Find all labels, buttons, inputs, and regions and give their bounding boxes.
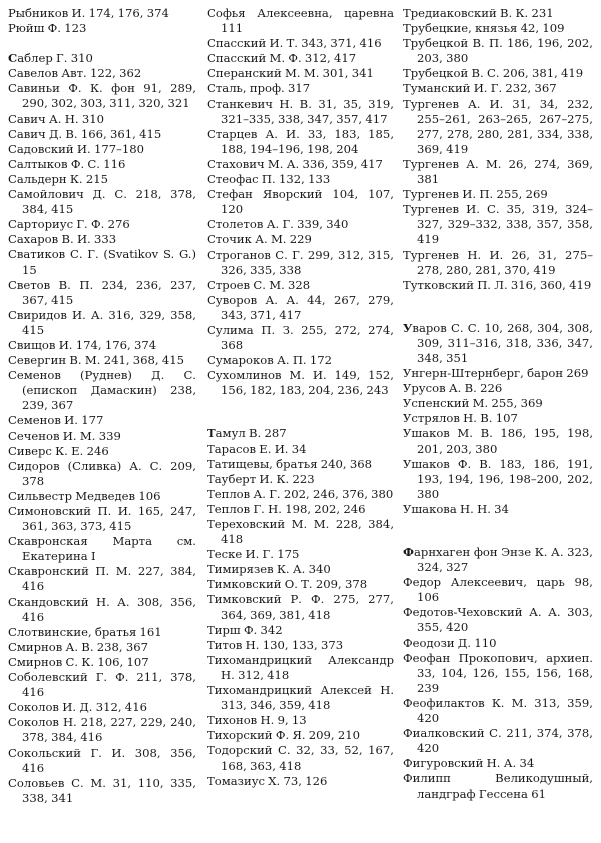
entry-text: Савич Д. В. 166, 361, 415 bbox=[8, 126, 162, 141]
index-entry bbox=[8, 746, 196, 776]
index-entry bbox=[403, 636, 593, 651]
index-entry bbox=[8, 459, 196, 489]
section-gap bbox=[207, 398, 394, 426]
entry-text: Ушаков Ф. В. 183, 186, 191, 193, 194, 196, 198–200, 202, 380 bbox=[403, 456, 593, 501]
index-entry bbox=[403, 771, 593, 801]
index-entry bbox=[403, 187, 593, 202]
index-entry bbox=[8, 81, 196, 111]
entry-text: Теске И. Г. 175 bbox=[207, 547, 300, 562]
index-entry bbox=[207, 81, 394, 96]
index-entry bbox=[207, 683, 394, 713]
entry-text: амул В. 287 bbox=[215, 426, 287, 441]
section-gap bbox=[8, 36, 196, 51]
index-entry bbox=[207, 278, 394, 293]
entry-text: Феофан Прокопович, архиеп. 33, 104, 126, 155, 156, 168, 239 bbox=[403, 650, 593, 695]
index-entry bbox=[8, 172, 196, 187]
entry-text: Сальдерн К. 215 bbox=[8, 171, 108, 186]
index-entry bbox=[8, 112, 196, 127]
index-entry bbox=[8, 564, 196, 594]
index-entry bbox=[8, 444, 196, 459]
entry-text: Сталь, проф. 317 bbox=[207, 81, 311, 96]
entry-text: Спасский М. Ф. 312, 417 bbox=[207, 51, 357, 66]
entry-text: Сватиков С. Г. (Svatikov S. G.) 15 bbox=[8, 247, 196, 277]
index-entry bbox=[8, 595, 196, 625]
entry-text: Теплов Г. Н. 198, 202, 246 bbox=[207, 501, 366, 516]
index-entry bbox=[207, 36, 394, 51]
entry-text: Федор Алексеевич, царь 98, 106 bbox=[403, 575, 593, 605]
entry-text: Томазиус Х. 73, 126 bbox=[207, 773, 328, 788]
index-entry bbox=[207, 157, 394, 172]
index-entry bbox=[403, 381, 593, 396]
index-entry bbox=[207, 172, 394, 187]
index-entry bbox=[403, 248, 593, 278]
entry-text: Соколов И. Д. 312, 416 bbox=[8, 700, 147, 715]
entry-text: Филипп Великодушный, ландграф Гессена 61 bbox=[403, 771, 593, 801]
index-entry bbox=[207, 517, 394, 547]
index-entry bbox=[8, 429, 196, 444]
index-entry bbox=[403, 426, 593, 456]
index-entry bbox=[8, 142, 196, 157]
entry-text: Фиалковский С. 211, 374, 378, 420 bbox=[403, 726, 593, 756]
entry-text: Трубецкой В. П. 186, 196, 202, 203, 380 bbox=[403, 36, 593, 66]
entry-text: Устрялов Н. В. 107 bbox=[403, 411, 518, 426]
entry-text: Сеченов И. М. 339 bbox=[8, 428, 121, 443]
index-entry bbox=[403, 66, 593, 81]
entry-text: Стеофас П. 132, 133 bbox=[207, 172, 331, 187]
entry-text: Сокольский Г. И. 308, 356, 416 bbox=[8, 745, 196, 775]
entry-text: Тихомандрицкий Алексей Н. 313, 346, 359, 418 bbox=[207, 683, 394, 713]
index-entry bbox=[207, 502, 394, 517]
entry-text: Стахович М. А. 336, 359, 417 bbox=[207, 156, 383, 171]
index-entry bbox=[8, 66, 196, 81]
index-entry bbox=[207, 577, 394, 592]
index-entry bbox=[403, 81, 593, 96]
index-entry bbox=[403, 651, 593, 696]
index-entry bbox=[207, 774, 394, 789]
index-entry bbox=[207, 638, 394, 653]
index-entry bbox=[403, 396, 593, 411]
index-entry bbox=[403, 202, 593, 247]
entry-text: Симоновский П. И. 165, 247, 361, 363, 373, 415 bbox=[8, 504, 196, 534]
entry-text: Тереховский М. М. 228, 384, 418 bbox=[207, 517, 394, 547]
entry-text: Сильвестр Медведев 106 bbox=[8, 488, 161, 503]
index-entry bbox=[207, 457, 394, 472]
index-entry bbox=[403, 726, 593, 756]
entry-text: Тургенев Н. И. 26, 31, 275–278, 280, 281, 370, 419 bbox=[403, 247, 593, 277]
index-entry bbox=[207, 6, 394, 36]
index-entry bbox=[207, 743, 394, 773]
index-entry bbox=[403, 366, 593, 381]
entry-text: Сидоров (Сливка) А. С. 209, 378 bbox=[8, 458, 196, 488]
entry-text: Трубецкой В. С. 206, 381, 419 bbox=[403, 66, 584, 81]
entry-text: Тауберт И. К. 223 bbox=[207, 471, 315, 486]
entry-text: Смирнов С. К. 106, 107 bbox=[8, 654, 149, 669]
entry-text: Урусов А. В. 226 bbox=[403, 381, 503, 396]
index-entry bbox=[207, 562, 394, 577]
index-column-3 bbox=[403, 6, 593, 802]
index-entry bbox=[8, 655, 196, 670]
entry-text: Сумароков А. П. 172 bbox=[207, 353, 333, 368]
entry-text: Тимковский Р. Ф. 275, 277, 364, 369, 381, 418 bbox=[207, 592, 394, 622]
entry-text: Сточик А. М. 229 bbox=[207, 232, 312, 247]
section-gap bbox=[403, 293, 593, 321]
index-entry bbox=[403, 278, 593, 293]
index-entry bbox=[8, 489, 196, 504]
entry-text: Тирш Ф. 342 bbox=[207, 622, 283, 637]
index-entry bbox=[403, 457, 593, 502]
index-entry bbox=[207, 217, 394, 232]
entry-text: Савиньи Ф. К. фон 91, 289, 290, 302, 303, 311, 320, 321 bbox=[8, 81, 196, 111]
entry-text: Тургенев И. П. 255, 269 bbox=[403, 187, 548, 202]
index-entry bbox=[207, 51, 394, 66]
index-column-2 bbox=[207, 6, 394, 789]
entry-text: Софья Алексеевна, царевна 111 bbox=[207, 6, 394, 36]
entry-text: Трубецкие, князья 42, 109 bbox=[403, 21, 565, 36]
entry-text: Суворов А. А. 44, 267, 279, 343, 371, 417 bbox=[207, 292, 394, 322]
index-entry bbox=[207, 232, 394, 247]
index-entry bbox=[403, 605, 593, 635]
entry-text: Стефан Яворский 104, 107, 120 bbox=[207, 187, 394, 217]
index-entry bbox=[8, 338, 196, 353]
entry-text: Тодорский С. 32, 33, 52, 167, 168, 363, 418 bbox=[207, 743, 394, 773]
index-entry bbox=[207, 127, 394, 157]
index-entry bbox=[8, 625, 196, 640]
index-entry bbox=[207, 487, 394, 502]
index-entry bbox=[8, 127, 196, 142]
entry-text: Соболевский Г. Ф. 211, 378, 416 bbox=[8, 670, 196, 700]
entry-text: Салтыков Ф. С. 116 bbox=[8, 156, 126, 171]
entry-text: Титов Н. 130, 133, 373 bbox=[207, 637, 344, 652]
index-entry bbox=[207, 293, 394, 323]
index-entry bbox=[403, 696, 593, 726]
index-entry bbox=[207, 187, 394, 217]
entry-text: Соловьев С. М. 31, 110, 335, 338, 341 bbox=[8, 775, 196, 805]
index-entry bbox=[8, 187, 196, 217]
entry-text: арнхаген фон Энзе К. А. 323, 324, 327 bbox=[414, 545, 593, 575]
index-entry bbox=[8, 6, 196, 21]
index-entry bbox=[207, 66, 394, 81]
index-entry bbox=[207, 426, 394, 441]
entry-text: Татищевы, братья 240, 368 bbox=[207, 456, 373, 471]
index-entry bbox=[207, 323, 394, 353]
index-entry bbox=[8, 504, 196, 534]
index-entry bbox=[403, 36, 593, 66]
entry-text: Рыбников И. 174, 176, 374 bbox=[8, 6, 169, 20]
entry-text: Светов В. П. 234, 236, 237, 367, 415 bbox=[8, 277, 196, 307]
index-column-1 bbox=[8, 6, 196, 806]
entry-text: Скавронский П. М. 227, 384, 416 bbox=[8, 564, 196, 594]
entry-text: Свиридов И. А. 316, 329, 358, 415 bbox=[8, 307, 196, 337]
index-entry bbox=[8, 278, 196, 308]
section-letter: Ф bbox=[403, 545, 414, 559]
index-entry bbox=[8, 715, 196, 745]
index-entry bbox=[403, 321, 593, 366]
entry-text: Тарасов Е. И. 34 bbox=[207, 441, 307, 456]
index-entry bbox=[207, 97, 394, 127]
entry-text: Столетов А. Г. 339, 340 bbox=[207, 217, 349, 232]
index-entry bbox=[8, 232, 196, 247]
entry-text: Старцев А. И. 33, 183, 185, 188, 194–196, 198, 204 bbox=[207, 126, 394, 156]
entry-text: Семенов И. 177 bbox=[8, 413, 104, 428]
entry-text: Строев С. М. 328 bbox=[207, 277, 311, 292]
index-entry bbox=[207, 623, 394, 638]
entry-text: Смирнов А. В. 238, 367 bbox=[8, 639, 149, 654]
entry-text: Семенов (Руднев) Д. С. (епископ Дамаскин) 238, 239, 367 bbox=[8, 368, 196, 413]
entry-text: Савелов Авт. 122, 362 bbox=[8, 66, 142, 81]
entry-text: Тредиаковский В. К. 231 bbox=[403, 6, 554, 20]
entry-text: Сарториус Г. Ф. 276 bbox=[8, 217, 130, 232]
entry-text: Сперанский М. М. 301, 341 bbox=[207, 66, 374, 81]
entry-text: аблер Г. 310 bbox=[17, 51, 93, 66]
section-letter: У bbox=[403, 320, 413, 335]
entry-text: Феофилактов К. М. 313, 359, 420 bbox=[403, 695, 593, 726]
index-entry bbox=[8, 640, 196, 655]
entry-text: Слотвинские, братья 161 bbox=[8, 624, 162, 639]
entry-text: Скавронская Марта см. Екатерина I bbox=[8, 534, 196, 564]
index-entry bbox=[207, 653, 394, 683]
entry-text: Тургенев А. М. 26, 274, 369, 381 bbox=[403, 156, 593, 187]
index-entry bbox=[8, 368, 196, 413]
entry-text: Сахаров В. И. 333 bbox=[8, 232, 117, 247]
entry-text: Строганов С. Г. 299, 312, 315, 326, 335, 338 bbox=[207, 247, 394, 277]
entry-text: Унгерн-Штернберг, барон 269 bbox=[403, 366, 589, 381]
index-entry bbox=[8, 217, 196, 232]
index-entry bbox=[207, 713, 394, 728]
index-entry bbox=[403, 545, 593, 575]
entry-text: Сухомлинов М. И. 149, 152, 156, 182, 183, 204, 236, 243 bbox=[207, 368, 394, 398]
entry-text: Сулима П. З. 255, 272, 274, 368 bbox=[207, 322, 394, 353]
index-entry bbox=[8, 51, 196, 66]
section-gap bbox=[403, 517, 593, 545]
entry-text: Ушаков М. В. 186, 195, 198, 201, 203, 380 bbox=[403, 426, 593, 456]
entry-text: Станкевич Н. В. 31, 35, 319, 321–335, 338, 347, 357, 417 bbox=[207, 96, 394, 126]
index-entry bbox=[403, 157, 593, 187]
entry-text: Садовский И. 177–180 bbox=[8, 141, 145, 156]
index-entry bbox=[8, 353, 196, 368]
index-entry bbox=[403, 411, 593, 426]
index-entry bbox=[403, 6, 593, 21]
entry-text: Ушакова Н. Н. 34 bbox=[403, 501, 509, 516]
index-entry bbox=[8, 670, 196, 700]
index-entry bbox=[207, 547, 394, 562]
index-entry bbox=[207, 472, 394, 487]
entry-text: Успенский М. 255, 369 bbox=[403, 396, 543, 411]
index-entry bbox=[403, 502, 593, 517]
index-entry bbox=[403, 97, 593, 157]
entry-text: Сиверс К. Е. 246 bbox=[8, 443, 109, 458]
index-entry bbox=[207, 442, 394, 457]
entry-text: Тургенев А. И. 31, 34, 232, 255–261, 263–265, 267–275, 277, 278, 280, 281, 334, 338, 369, 419 bbox=[403, 96, 593, 156]
entry-text: Рюйш Ф. 123 bbox=[8, 21, 87, 36]
index-entry bbox=[403, 575, 593, 605]
entry-text: Спасский И. Т. 343, 371, 416 bbox=[207, 36, 382, 51]
entry-text: Тутковский П. Л. 316, 360, 419 bbox=[403, 277, 592, 292]
entry-text: Тихонов Н. 9, 13 bbox=[207, 713, 307, 728]
entry-text: Самойлович Д. С. 218, 378, 384, 415 bbox=[8, 187, 196, 217]
entry-text: Севергин В. М. 241, 368, 415 bbox=[8, 353, 185, 368]
entry-text: Федотов-Чеховский А. А. 303, 355, 420 bbox=[403, 605, 593, 635]
entry-text: Тимковский О. Т. 209, 378 bbox=[207, 577, 368, 592]
index-entry bbox=[207, 368, 394, 398]
index-entry bbox=[207, 248, 394, 278]
entry-text: Свищов И. 174, 176, 374 bbox=[8, 337, 157, 352]
entry-text: варов С. С. 10, 268, 304, 308, 309, 311–316, 318, 336, 347, 348, 351 bbox=[412, 320, 593, 365]
entry-text: Тихомандрицкий Александр Н. 312, 418 bbox=[207, 652, 394, 682]
entry-text: Тургенев И. С. 35, 319, 324–327, 329–332, 338, 357, 358, 419 bbox=[403, 202, 593, 247]
index-entry bbox=[8, 413, 196, 428]
entry-text: Фигуровский Н. А. 34 bbox=[403, 756, 535, 771]
index-entry bbox=[8, 534, 196, 564]
index-entry bbox=[8, 247, 196, 277]
entry-text: Феодози Д. 110 bbox=[403, 635, 497, 650]
section-letter: Т bbox=[207, 426, 216, 441]
entry-text: Скандовский Н. А. 308, 356, 416 bbox=[8, 594, 196, 624]
entry-text: Тихорский Ф. Я. 209, 210 bbox=[207, 728, 361, 743]
entry-text: Теплов А. Г. 202, 246, 376, 380 bbox=[207, 486, 394, 501]
index-entry bbox=[8, 157, 196, 172]
entry-text: Соколов Н. 218, 227, 229, 240, 378, 384, 416 bbox=[8, 715, 196, 745]
index-entry bbox=[8, 21, 196, 36]
index-entry bbox=[207, 728, 394, 743]
entry-text: Тимирязев К. А. 340 bbox=[207, 562, 331, 577]
section-letter: С bbox=[8, 51, 18, 66]
entry-text: Туманский И. Г. 232, 367 bbox=[403, 81, 557, 96]
index-entry bbox=[403, 21, 593, 36]
index-entry bbox=[403, 756, 593, 771]
index-entry bbox=[207, 592, 394, 622]
index-entry bbox=[8, 776, 196, 806]
index-entry bbox=[207, 353, 394, 368]
index-entry bbox=[8, 700, 196, 715]
entry-text: Савич А. Н. 310 bbox=[8, 111, 104, 126]
index-entry bbox=[8, 308, 196, 338]
